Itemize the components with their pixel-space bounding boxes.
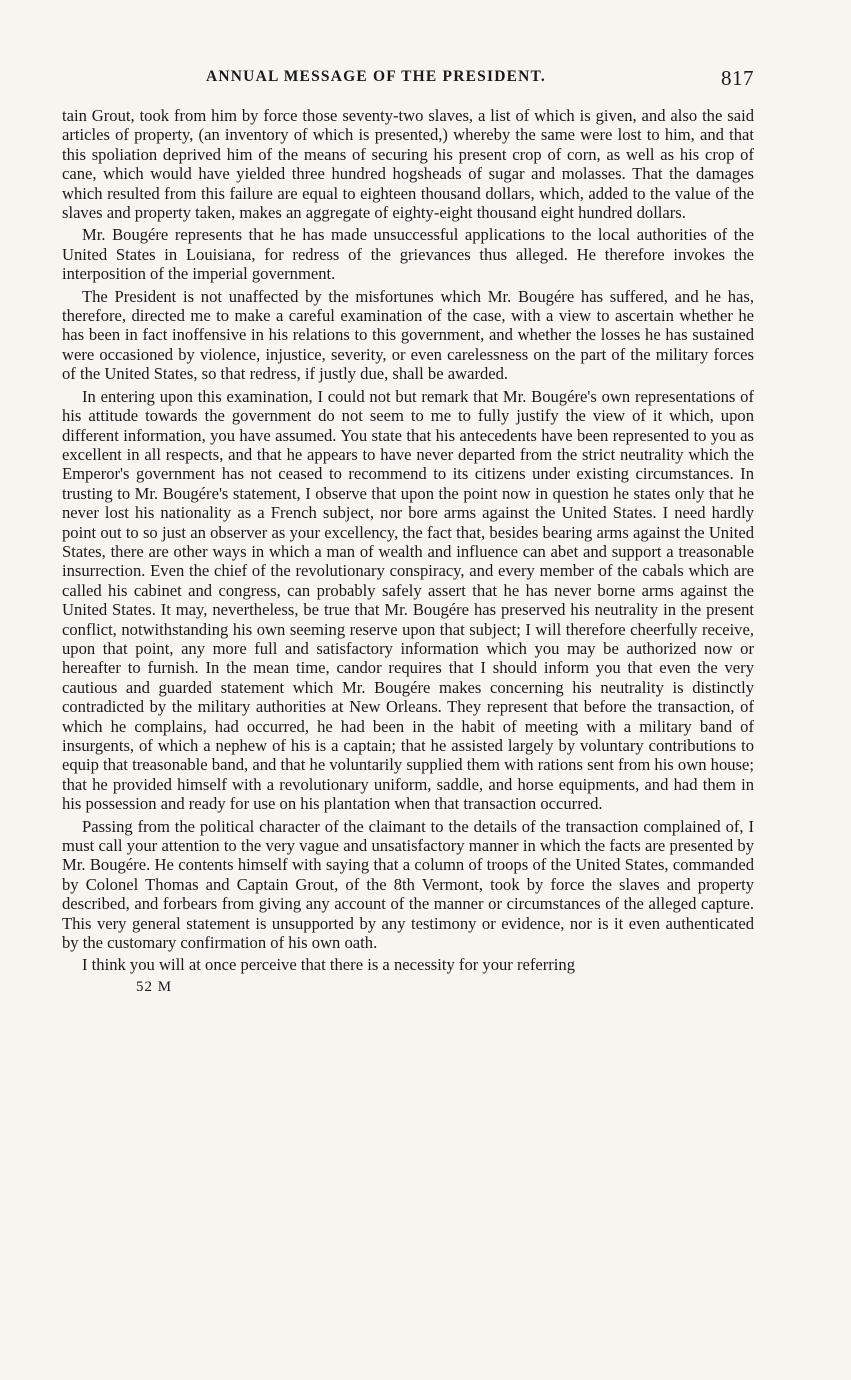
paragraph: The President is not unaffected by the misfortunes which Mr. Bougére has suffered, and he has, therefore, directed me to make a careful examination of the case, with a view to ascertain whether he has been in fact inoffensive in his relations to this government, and whether the losses he has sustained were occasioned by violence, injustice, severity, or even carelessness on the part of the military forces of the United States, so that redress, if justly due, shall be awarded.	[62, 286, 754, 384]
paragraph: In entering upon this examination, I could not but remark that Mr. Bougére's own representations of his attitude towards the government do not seem to me to fully justify the view of it which, upon different information, you have assumed. You state that his antecedents have been represented to you as excellent in all respects, and that he appears to have never departed from the strict neutrality which the Emperor's government has not ceased to recommend to its citizens under existing circumstances. In trusting to Mr. Bougére's statement, I observe that upon the point now in question he states only that he never lost his nationality as a French subject, nor bore arms against the United States. I need hardly point out to so just an observer as your excellency, the fact that, besides bearing arms against the United States, there are other ways in which a man of wealth and influence can abet and support a treasonable insurrection. Even the chief of the revolutionary conspiracy, and every member of the cabals which are called his cabinet and congress, can probably safely assert that he has never borne arms against the United States. It may, nevertheless, be true that Mr. Bougére has preserved his neutrality in the present conflict, notwithstanding his own seeming reserve upon that subject; I will therefore cheerfully receive, upon that point, any more full and satisfactory information which you may be authorized now or hereafter to furnish. In the mean time, candor requires that I should inform you that even the very cautious and guarded statement which Mr. Bougére makes concerning his neutrality is distinctly contradicted by the military authorities at New Orleans. They represent that before the transaction, of which he complains, had occurred, he had been in the habit of meeting with a military band of insurgents, of which a nephew of his is a captain; that he assisted largely by voluntary contributions to equip that treasonable band, and that he voluntarily supplied them with rations sent from his own house; that he provided himself with a revolutionary uniform, saddle, and horse equipments, and had them in his possession and ready for use on his plantation when that transaction occurred.	[62, 386, 754, 814]
document-page	[62, 58, 754, 996]
paragraph: tain Grout, took from him by force those seventy-two slaves, a list of which is given, and also the said articles of property, (an inventory of which is presented,) whereby the same were lost to him, and that this spoliation deprived him of the means of securing his present crop of corn, as well as his crop of cane, which would have yielded three hundred hogsheads of sugar and molasses. That the damages which resulted from this failure are equal to eighteen thousand dollars, which, added to the value of the slaves and property taken, makes an aggregate of eighty-eight thousand eight hundred dollars.	[62, 106, 754, 223]
page-number: 817	[721, 66, 754, 90]
running-head: ANNUAL MESSAGE OF THE PRESIDENT.	[206, 68, 546, 85]
paragraph: Passing from the political character of the claimant to the details of the transaction complained of, I must call your attention to the very vague and unsatisfactory manner in which the facts are presented by Mr. Bougére. He contents himself with saying that a column of troops of the United States, commanded by Colonel Thomas and Captain Grout, of the 8th Vermont, took by force the slaves and property described, and forbears from giving any account of the manner or circumstances of the alleged capture. This very general statement is unsupported by any testimony or evidence, nor is it even authenticated by the customary confirmation of his own oath.	[62, 816, 754, 953]
paragraph: I think you will at once perceive that there is a necessity for your referring	[82, 955, 576, 975]
paragraph: Mr. Bougére represents that he has made unsuccessful applications to the local authorities of the United States in Louisiana, for redress of the grievances thus alleged. He therefore invokes the interposition of the imperial government.	[62, 225, 754, 284]
page-header	[62, 58, 754, 98]
signature-mark: 52 M	[136, 978, 173, 995]
body-text	[62, 106, 754, 975]
